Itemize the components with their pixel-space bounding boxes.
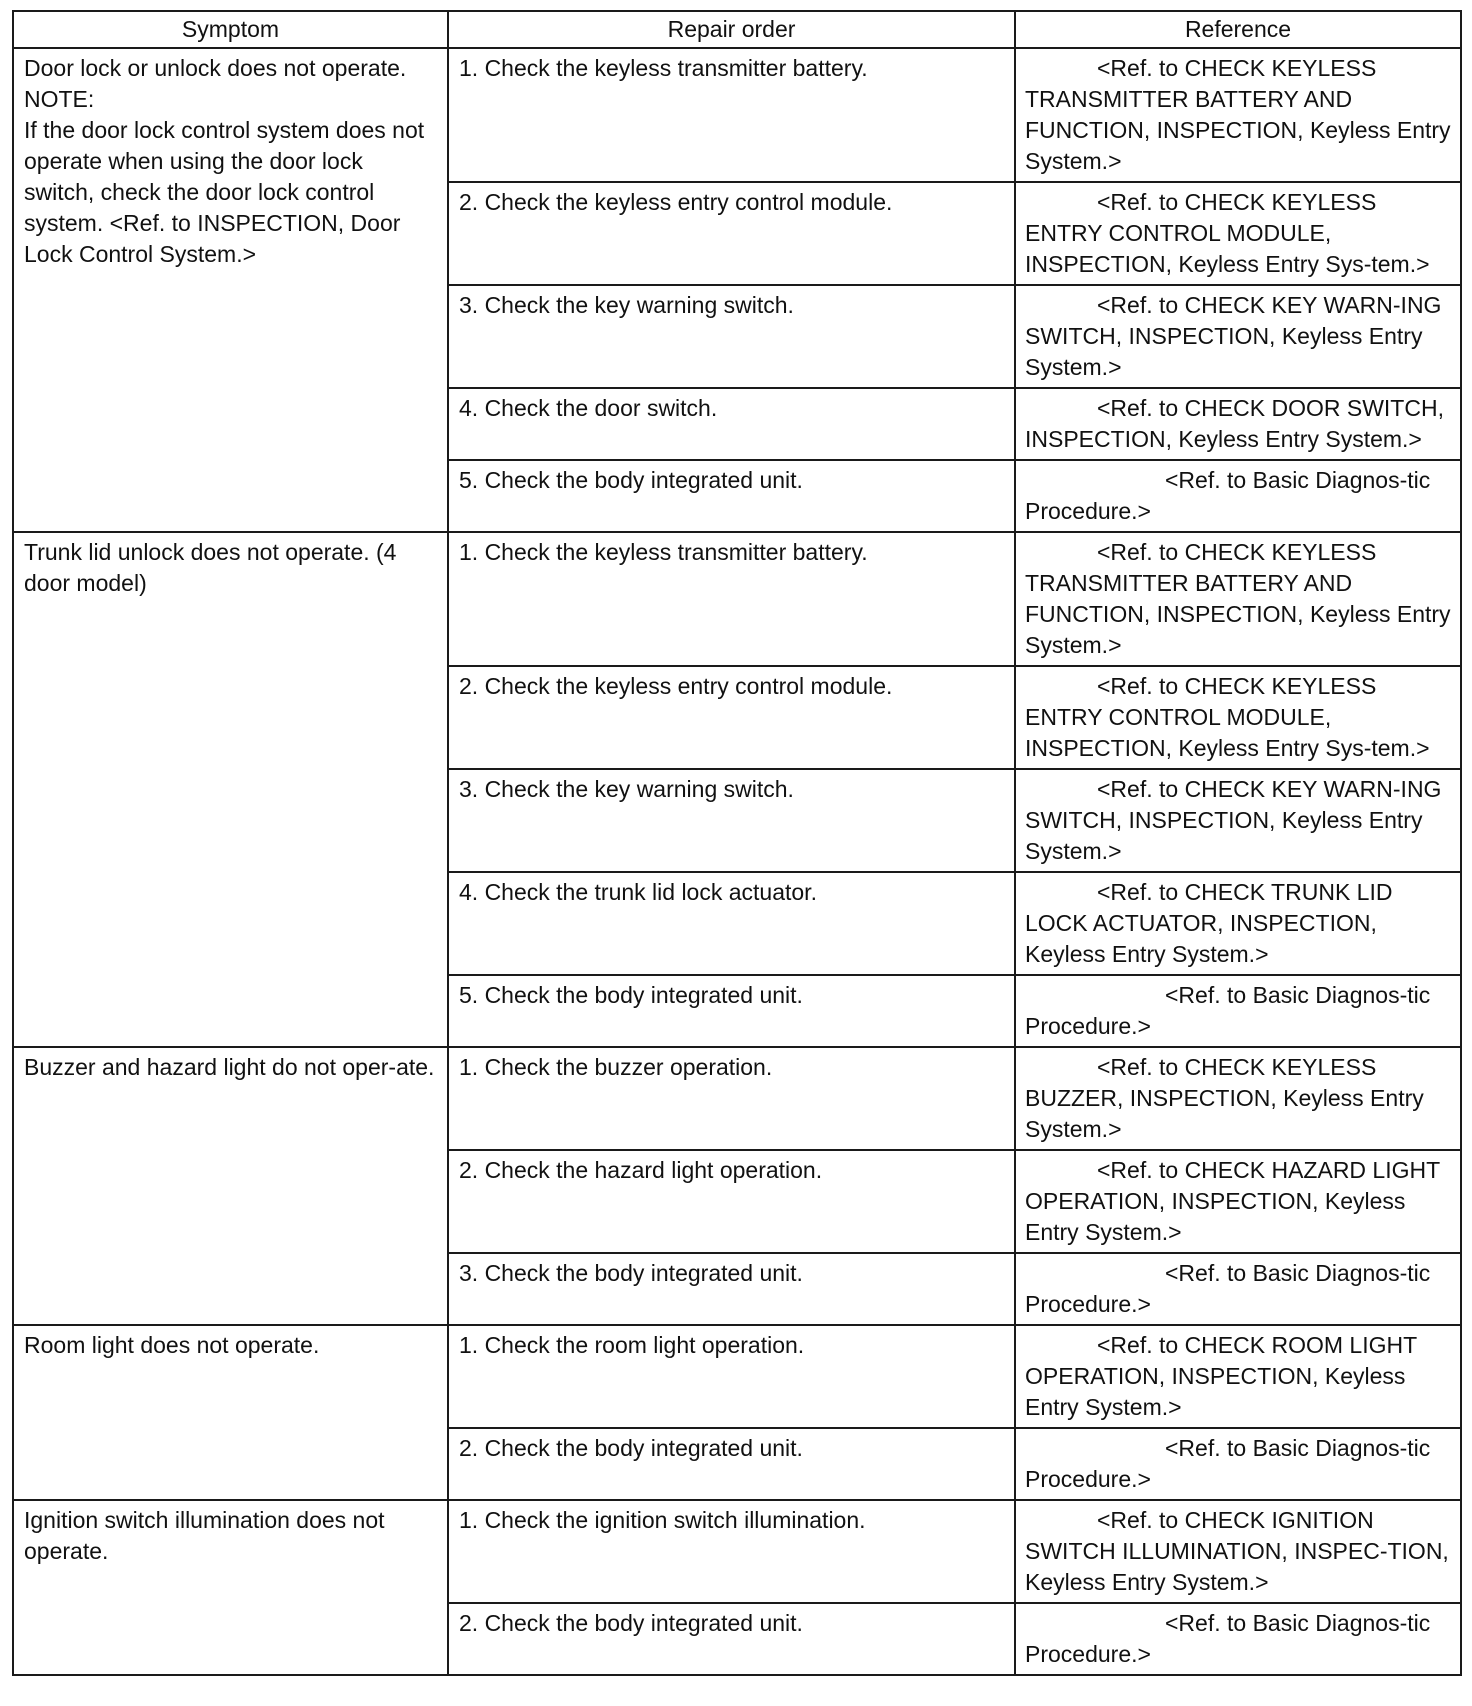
reference-text: <Ref. to CHECK KEYLESS TRANSMITTER BATTERY AND FUNCTION, INSPECTION, Keyless Entry System.> [1025,539,1451,658]
reference-text: <Ref. to CHECK KEYLESS ENTRY CONTROL MODULE, INSPECTION, Keyless Entry Sys-tem.> [1025,189,1430,277]
note-text: If the door lock control system does not operate when using the door lock switch, check the door lock control system. <Ref. to INSPECTION, Door Lock Control System.> [24,117,425,267]
reference-text: <Ref. to Basic Diagnos-tic Procedure.> [1025,1260,1431,1317]
reference-text: <Ref. to Basic Diagnos-tic Procedure.> [1025,1435,1431,1492]
reference-cell [1015,1500,1461,1603]
reference-text: <Ref. to CHECK IGNITION SWITCH ILLUMINATION, INSPEC-TION, Keyless Entry System.> [1025,1507,1449,1595]
reference-cell [1015,1253,1461,1325]
reference-cell [1015,1047,1461,1150]
reference-cell [1015,285,1461,388]
reference-text: <Ref. to CHECK ROOM LIGHT OPERATION, INSPECTION, Keyless Entry System.> [1025,1332,1417,1420]
repair-order-cell: 1. Check the keyless transmitter battery. [448,532,1015,666]
symptom-cell [13,48,448,532]
repair-order-cell: 1. Check the buzzer operation. [448,1047,1015,1150]
repair-order-cell: 2. Check the body integrated unit. [448,1603,1015,1675]
reference-cell [1015,666,1461,769]
repair-order-cell: 2. Check the body integrated unit. [448,1428,1015,1500]
table-row [13,532,1461,666]
table-row [13,48,1461,182]
repair-order-cell: 4. Check the door switch. [448,388,1015,460]
reference-text: <Ref. to CHECK KEY WARN-ING SWITCH, INSPECTION, Keyless Entry System.> [1025,292,1442,380]
repair-order-cell: 1. Check the room light operation. [448,1325,1015,1428]
header-repair-order: Repair order [448,11,1015,48]
reference-cell [1015,1603,1461,1675]
reference-text: <Ref. to CHECK KEY WARN-ING SWITCH, INSPECTION, Keyless Entry System.> [1025,776,1442,864]
reference-text: <Ref. to CHECK HAZARD LIGHT OPERATION, INSPECTION, Keyless Entry System.> [1025,1157,1440,1245]
repair-order-cell: 3. Check the key warning switch. [448,285,1015,388]
reference-cell [1015,1325,1461,1428]
repair-order-cell: 3. Check the body integrated unit. [448,1253,1015,1325]
table-row [13,1325,1461,1428]
reference-cell [1015,388,1461,460]
reference-cell [1015,182,1461,285]
repair-order-cell: 2. Check the hazard light operation. [448,1150,1015,1253]
reference-cell [1015,48,1461,182]
table-row [13,1047,1461,1150]
repair-order-cell: 5. Check the body integrated unit. [448,460,1015,532]
reference-cell [1015,460,1461,532]
symptom-cell: Trunk lid unlock does not operate. (4 door model) [13,532,448,1047]
reference-cell [1015,1428,1461,1500]
symptom-cell: Room light does not operate. [13,1325,448,1500]
reference-text: <Ref. to Basic Diagnos-tic Procedure.> [1025,467,1431,524]
header-reference: Reference [1015,11,1461,48]
symptom-cell: Ignition switch illumination does not operate. [13,1500,448,1675]
reference-cell [1015,1150,1461,1253]
symptom-cell: Buzzer and hazard light do not oper-ate. [13,1047,448,1325]
repair-order-cell: 2. Check the keyless entry control module. [448,666,1015,769]
repair-order-cell: 3. Check the key warning switch. [448,769,1015,872]
repair-order-cell: 4. Check the trunk lid lock actuator. [448,872,1015,975]
reference-text: <Ref. to CHECK TRUNK LID LOCK ACTUATOR, INSPECTION, Keyless Entry System.> [1025,879,1393,967]
repair-order-cell: 2. Check the keyless entry control module. [448,182,1015,285]
reference-text: <Ref. to Basic Diagnos-tic Procedure.> [1025,982,1431,1039]
troubleshooting-table [12,10,1462,1676]
repair-order-cell: 1. Check the ignition switch illumination. [448,1500,1015,1603]
reference-text: <Ref. to CHECK KEYLESS BUZZER, INSPECTION, Keyless Entry System.> [1025,1054,1424,1142]
table-row [13,1500,1461,1603]
reference-text: <Ref. to CHECK DOOR SWITCH, INSPECTION, Keyless Entry System.> [1025,395,1444,452]
note-label: NOTE: [24,86,95,112]
reference-text: <Ref. to CHECK KEYLESS TRANSMITTER BATTERY AND FUNCTION, INSPECTION, Keyless Entry System.> [1025,55,1451,174]
header-symptom: Symptom [13,11,448,48]
repair-order-cell: 5. Check the body integrated unit. [448,975,1015,1047]
repair-order-cell: 1. Check the keyless transmitter battery. [448,48,1015,182]
reference-cell [1015,975,1461,1047]
symptom-text: Door lock or unlock does not operate. [24,55,407,81]
reference-cell [1015,532,1461,666]
header-row [13,11,1461,48]
reference-cell [1015,769,1461,872]
reference-cell [1015,872,1461,975]
reference-text: <Ref. to Basic Diagnos-tic Procedure.> [1025,1610,1431,1667]
reference-text: <Ref. to CHECK KEYLESS ENTRY CONTROL MODULE, INSPECTION, Keyless Entry Sys-tem.> [1025,673,1430,761]
